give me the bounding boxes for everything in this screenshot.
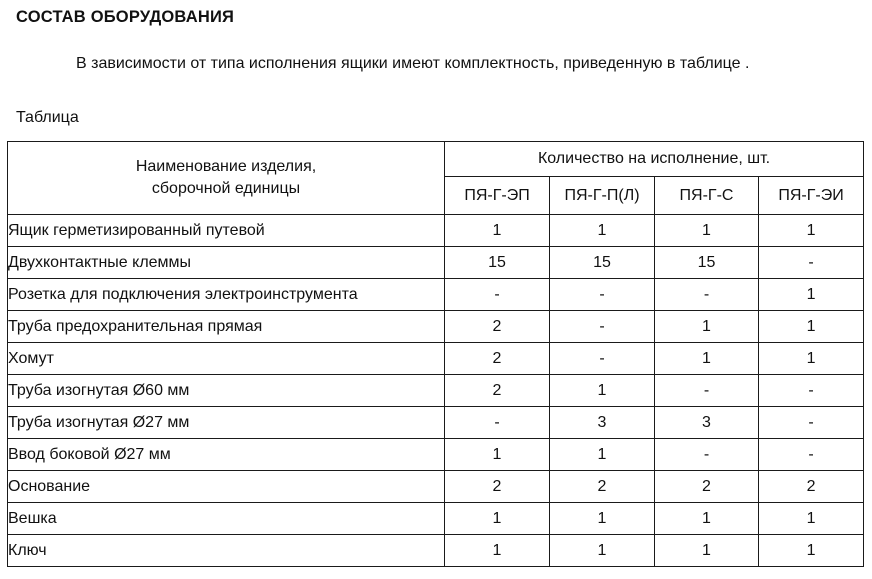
quantity-cell: 2 <box>445 311 550 343</box>
quantity-cell: 2 <box>655 471 759 503</box>
quantity-cell: - <box>445 279 550 311</box>
header-row <box>8 142 864 177</box>
quantity-cell: 2 <box>445 471 550 503</box>
item-name-cell: Ключ <box>8 535 445 567</box>
quantity-cell: 1 <box>550 535 655 567</box>
quantity-cell: 1 <box>759 535 864 567</box>
quantity-cell: - <box>655 279 759 311</box>
table-row <box>8 215 864 247</box>
table-row <box>8 439 864 471</box>
quantity-cell: - <box>550 343 655 375</box>
table-row <box>8 471 864 503</box>
quantity-cell: 15 <box>445 247 550 279</box>
quantity-cell: 1 <box>445 535 550 567</box>
table-row <box>8 503 864 535</box>
item-name-cell: Основание <box>8 471 445 503</box>
table-row <box>8 375 864 407</box>
item-name-cell: Вешка <box>8 503 445 535</box>
quantity-cell: 1 <box>759 215 864 247</box>
quantity-cell: - <box>655 439 759 471</box>
quantity-cell: 1 <box>550 215 655 247</box>
item-name-cell: Розетка для подключения электроинструмента <box>8 279 445 311</box>
quantity-cell: 1 <box>655 343 759 375</box>
table-row <box>8 535 864 567</box>
item-name-cell: Труба предохранительная прямая <box>8 311 445 343</box>
table-row <box>8 247 864 279</box>
name-column-header <box>8 142 445 215</box>
variant-header: ПЯ-Г-ЭП <box>445 177 550 215</box>
item-name-cell: Двухконтактные клеммы <box>8 247 445 279</box>
quantity-column-header: Количество на исполнение, шт. <box>445 142 864 177</box>
table-row <box>8 343 864 375</box>
quantity-cell: 1 <box>655 503 759 535</box>
quantity-cell: - <box>550 279 655 311</box>
quantity-cell: 1 <box>655 535 759 567</box>
quantity-cell: 1 <box>445 439 550 471</box>
item-name-cell: Хомут <box>8 343 445 375</box>
table-row <box>8 311 864 343</box>
name-header-line1: Наименование изделия, <box>135 158 317 175</box>
quantity-cell: 2 <box>445 375 550 407</box>
table-row <box>8 407 864 439</box>
quantity-cell: 3 <box>655 407 759 439</box>
variant-header: ПЯ-Г-П(Л) <box>550 177 655 215</box>
item-name-cell: Ящик герметизированный путевой <box>8 215 445 247</box>
quantity-cell: 2 <box>445 343 550 375</box>
table-caption: Таблица <box>16 109 79 126</box>
quantity-cell: - <box>655 375 759 407</box>
intro-paragraph: В зависимости от типа исполнения ящики имеют комплектность, приведенную в таблице . <box>76 55 750 72</box>
quantity-cell: 1 <box>655 215 759 247</box>
quantity-cell: - <box>759 407 864 439</box>
item-name-cell: Труба изогнутая Ø60 мм <box>8 375 445 407</box>
quantity-cell: 1 <box>759 311 864 343</box>
quantity-cell: 1 <box>655 311 759 343</box>
table-body <box>8 215 864 567</box>
quantity-cell: - <box>759 439 864 471</box>
variant-header: ПЯ-Г-С <box>655 177 759 215</box>
quantity-cell: 1 <box>759 343 864 375</box>
quantity-cell: 1 <box>550 439 655 471</box>
quantity-cell: - <box>445 407 550 439</box>
quantity-cell: 3 <box>550 407 655 439</box>
quantity-cell: 1 <box>445 503 550 535</box>
quantity-cell: 1 <box>550 503 655 535</box>
quantity-cell: - <box>759 375 864 407</box>
quantity-cell: 2 <box>759 471 864 503</box>
quantity-cell: 1 <box>550 375 655 407</box>
item-name-cell: Труба изогнутая Ø27 мм <box>8 407 445 439</box>
page-title: СОСТАВ ОБОРУДОВАНИЯ <box>16 8 235 26</box>
variant-header: ПЯ-Г-ЭИ <box>759 177 864 215</box>
quantity-cell: 15 <box>655 247 759 279</box>
item-name-cell: Ввод боковой Ø27 мм <box>8 439 445 471</box>
equipment-table <box>7 141 864 567</box>
quantity-cell: 15 <box>550 247 655 279</box>
quantity-cell: 1 <box>445 215 550 247</box>
name-header-line2: сборочной единицы <box>151 180 301 197</box>
quantity-cell: 2 <box>550 471 655 503</box>
quantity-cell: - <box>759 247 864 279</box>
quantity-cell: 1 <box>759 279 864 311</box>
table-row <box>8 279 864 311</box>
quantity-cell: - <box>550 311 655 343</box>
quantity-cell: 1 <box>759 503 864 535</box>
